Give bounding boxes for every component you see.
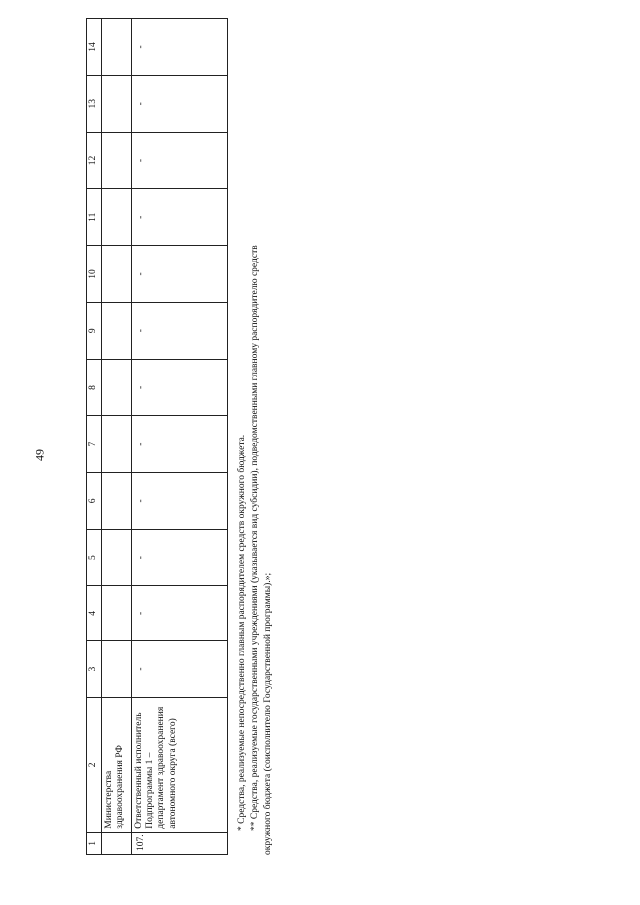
header-col-13: 13 xyxy=(87,75,102,132)
header-col-4: 4 xyxy=(87,586,102,641)
table-row-ministry xyxy=(102,19,132,855)
ministry-col-10 xyxy=(102,246,132,303)
footnotes-rotated xyxy=(236,40,292,855)
value-col-8: - xyxy=(132,359,228,416)
header-col-9: 9 xyxy=(87,302,102,359)
value-col-12: - xyxy=(132,132,228,189)
table-row-107 xyxy=(132,19,228,855)
value-col-4: - xyxy=(132,586,228,641)
ministry-col-14 xyxy=(102,19,132,76)
ministry-col-4 xyxy=(102,586,132,641)
ministry-col-12 xyxy=(102,132,132,189)
ministry-col-7 xyxy=(102,416,132,473)
value-col-13: - xyxy=(132,75,228,132)
value-col-7: - xyxy=(132,416,228,473)
footnotes-area xyxy=(236,40,292,855)
value-col-10: - xyxy=(132,246,228,303)
header-col-10: 10 xyxy=(87,246,102,303)
header-col-12: 12 xyxy=(87,132,102,189)
value-col-6: - xyxy=(132,473,228,530)
header-col-11: 11 xyxy=(87,189,102,246)
value-col-14: - xyxy=(132,19,228,76)
budget-table-rotated xyxy=(86,18,228,855)
footnote-1: * Средства, реализуемые непосредственно главным распорядителем средств окружного бюджета. xyxy=(237,434,247,831)
page-number-text: 49 xyxy=(32,449,47,461)
header-col-2: 2 xyxy=(87,697,102,832)
header-col-1: 1 xyxy=(87,832,102,854)
value-col-3: - xyxy=(132,641,228,698)
value-col-5: - xyxy=(132,529,228,586)
header-col-6: 6 xyxy=(87,473,102,530)
page-number xyxy=(32,440,48,470)
header-col-7: 7 xyxy=(87,416,102,473)
header-row xyxy=(87,19,102,855)
responsible-executor-cell: Ответственный исполнитель Подпрограммы 1 – департамент здравоохранения автономного округа (всего) xyxy=(132,697,228,832)
footnote-2: ** Средства, реализуемые государственными учреждениями (указывается вид субсидии), подведомственными главному распорядителю средств xyxy=(250,245,260,831)
budget-table xyxy=(86,18,228,855)
value-col-11: - xyxy=(132,189,228,246)
ministry-col-9 xyxy=(102,302,132,359)
ministry-col-3 xyxy=(102,641,132,698)
value-col-9: - xyxy=(132,302,228,359)
ministry-col-13 xyxy=(102,75,132,132)
ministry-col-5 xyxy=(102,529,132,586)
ministry-col-11 xyxy=(102,189,132,246)
header-col-5: 5 xyxy=(87,529,102,586)
ministry-col-1 xyxy=(102,832,132,854)
header-col-3: 3 xyxy=(87,641,102,698)
ministry-col-8 xyxy=(102,359,132,416)
row-number-cell: 107. xyxy=(132,832,228,854)
ministry-name-cell: Министерства здравоохранения РФ xyxy=(102,697,132,832)
header-col-14: 14 xyxy=(87,19,102,76)
header-col-8: 8 xyxy=(87,359,102,416)
footnote-2-continuation: окружного бюджета (соисполнителю Государственной программы).»; xyxy=(263,572,273,855)
ministry-col-6 xyxy=(102,473,132,530)
budget-table-area xyxy=(86,18,228,855)
